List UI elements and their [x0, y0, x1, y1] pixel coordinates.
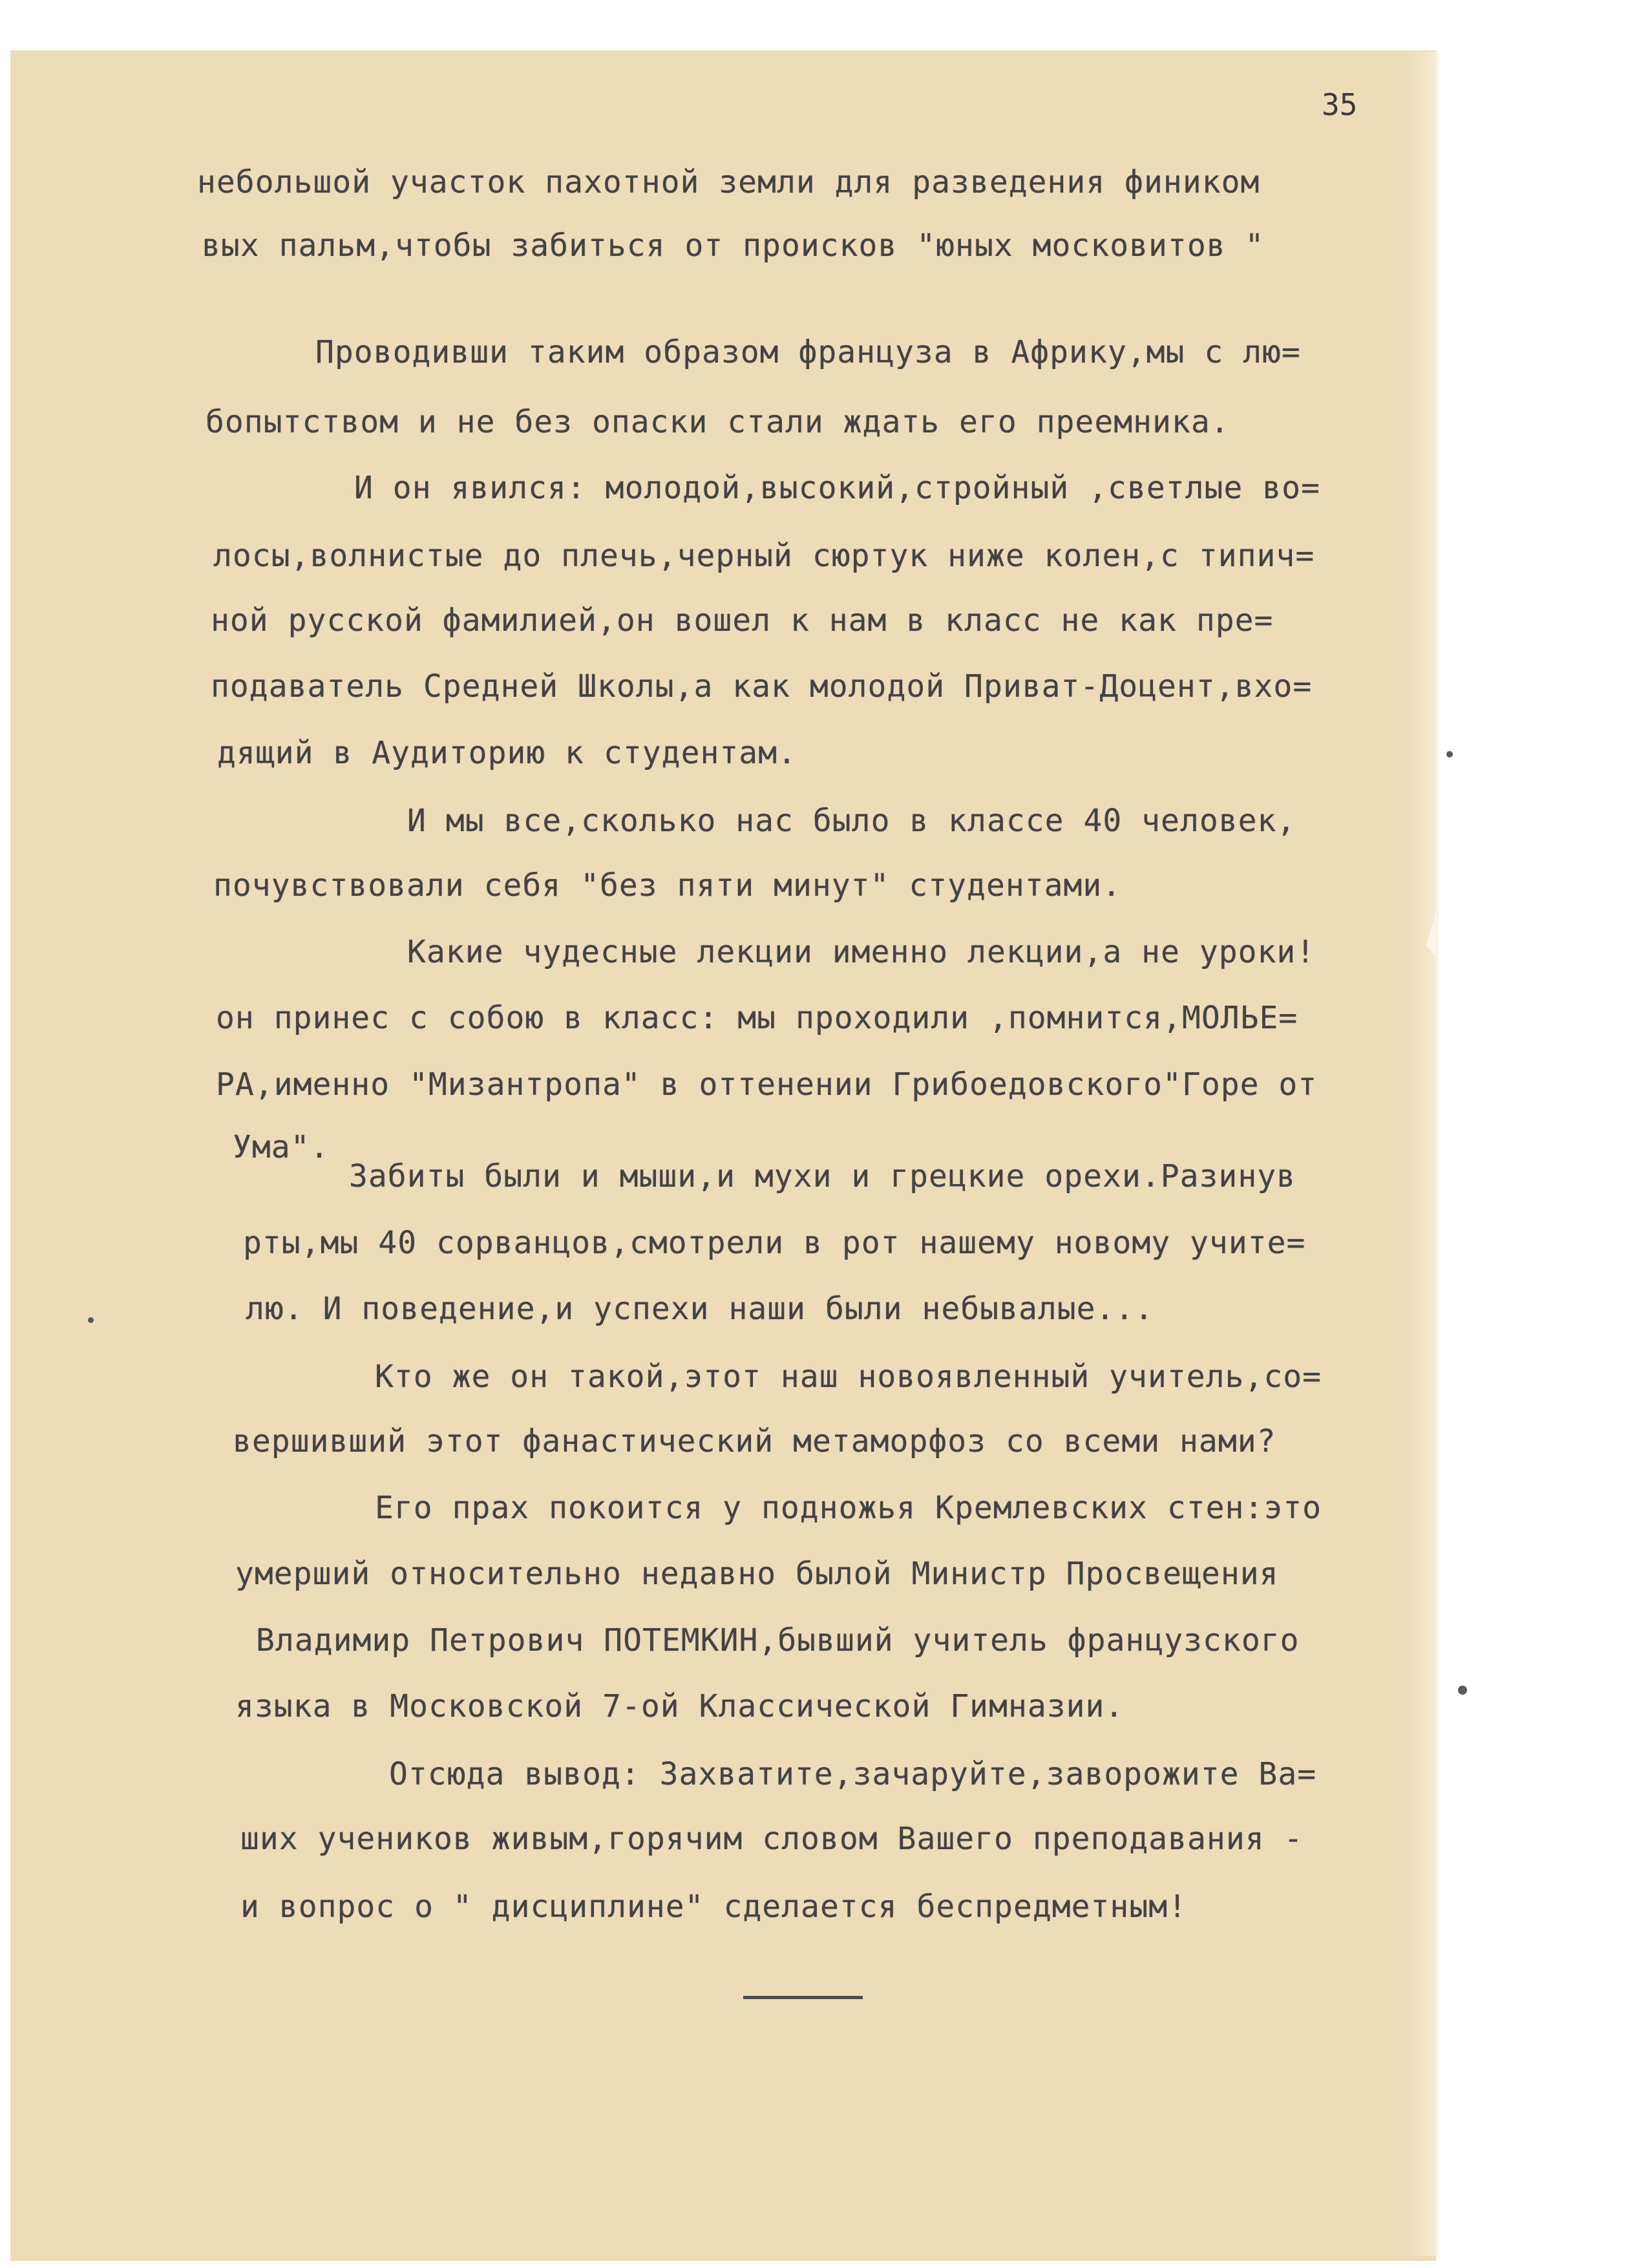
text-line: лю. И поведение,и успехи наши были небывалые... [246, 1291, 1154, 1327]
text-line: бопытством и не без опаски стали ждать его преемника. [206, 404, 1230, 440]
text-line: Забиты были и мыши,и мухи и грецкие орехи.Разинув [349, 1158, 1296, 1194]
text-line: рты,мы 40 сорванцов,смотрели в рот нашему новому учите= [243, 1225, 1306, 1261]
text-line: И мы все,сколько нас было в классе 40 человек, [407, 803, 1296, 839]
text-line: умерший относительно недавно былой Министр Просвещения [235, 1556, 1279, 1592]
text-line: Отсюда вывод: Захватите,зачаруйте,заворожите Ва= [389, 1756, 1317, 1792]
text-line: ной русской фамилией,он вошел к нам в класс не как пре= [211, 602, 1274, 639]
stray-mark [1446, 751, 1453, 758]
text-line: небольшой участок пахотной земли для разведения фиником [197, 164, 1260, 200]
text-line: Владимир Петрович ПОТЕМКИН,бывший учитель французского [256, 1622, 1300, 1659]
stray-mark [88, 1317, 94, 1323]
text-line: почувствовали себя "без пяти минут" студентами. [213, 867, 1122, 904]
page-number: 35 [1322, 87, 1358, 122]
text-line: Ума". [233, 1129, 330, 1165]
text-line: лосы,волнистые до плечь,черный сюртук ниже колен,с типич= [213, 538, 1315, 574]
closing-rule [743, 1996, 863, 1999]
text-line: подаватель Средней Школы,а как молодой Приват-Доцент,вхо= [211, 668, 1313, 705]
text-line: он принес с собою в класс: мы проходили ,помнится,МОЛЬЕ= [216, 1000, 1298, 1036]
text-line: вых пальм,чтобы забиться от происков "юных московитов " [202, 228, 1265, 264]
text-line: вершивший этот фанастический метаморфоз со всеми нами? [233, 1423, 1276, 1459]
text-line: языка в Московской 7-ой Классической Гимназии. [235, 1688, 1125, 1724]
text-line: и вопрос о " дисциплине" сделается беспредметным! [240, 1889, 1188, 1925]
stray-mark [1458, 1686, 1467, 1695]
text-line: Его прах покоится у подножья Кремлевских стен:это [375, 1490, 1322, 1526]
text-line: РА,именно "Мизантропа" в оттенении Грибоедовского"Горе от [216, 1066, 1318, 1103]
text-line: дящий в Аудиторию к студентам. [217, 735, 797, 771]
text-line: ших учеников живым,горячим словом Вашего преподавания - [240, 1821, 1304, 1857]
text-line: И он явился: молодой,высокий,стройный ,светлые во= [354, 470, 1320, 506]
text-line: Какие чудесные лекции именно лекции,а не уроки! [407, 934, 1316, 970]
text-line: Кто же он такой,этот наш новоявленный учитель,со= [375, 1359, 1322, 1395]
text-line: Проводивши таким образом француза в Африку,мы с лю= [315, 334, 1301, 370]
